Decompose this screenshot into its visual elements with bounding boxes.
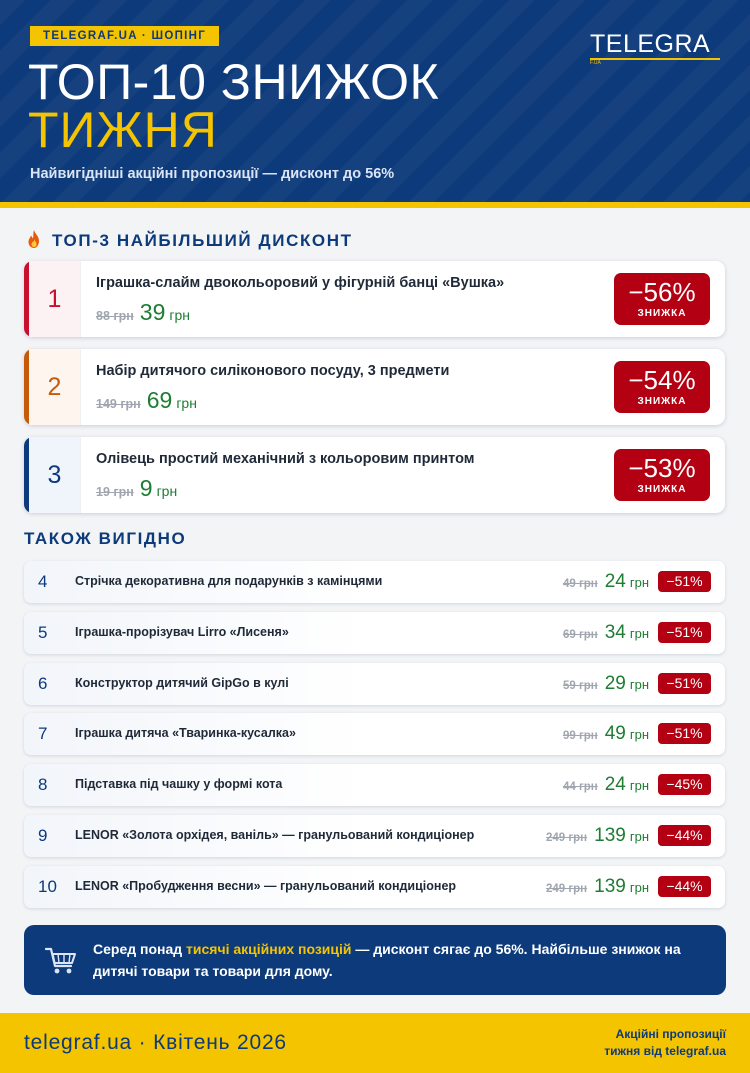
price-line xyxy=(563,612,649,656)
currency-label: грн xyxy=(169,307,190,323)
info-text-end: — дисконт сягає до 56%. Найбільше знижок на дитячі товари та товари для дому. xyxy=(93,941,681,979)
currency-label: грн xyxy=(156,483,178,499)
product-name: Іграшка дитяча «Тваринка-кусалка» xyxy=(75,726,296,740)
new-price: 49 xyxy=(604,723,626,744)
new-price: 24 xyxy=(604,774,626,795)
new-price: 139 xyxy=(594,876,626,897)
top3-section-title xyxy=(24,229,353,251)
currency-label: грн xyxy=(629,727,649,742)
discount-label: ЗНИЖКА xyxy=(637,484,687,495)
top-deal-card[interactable] xyxy=(24,349,725,425)
currency-label: грн xyxy=(629,778,649,793)
product-name: Набір дитячого силіконового посуду, 3 предмети xyxy=(96,363,450,379)
footer-site-date[interactable]: telegraf.ua · Квітень 2026 xyxy=(24,1031,287,1054)
rank-number: 4 xyxy=(38,572,48,591)
deal-row[interactable] xyxy=(24,612,725,654)
discount-label: ЗНИЖКА xyxy=(637,308,687,319)
product-name: Іграшка-прорізувач Lirro «Лисеня» xyxy=(75,625,289,639)
shopping-cart-icon xyxy=(44,943,78,977)
price-line xyxy=(563,713,649,757)
rank-number: 10 xyxy=(38,877,57,896)
logo-text: TELEGRA xyxy=(590,30,711,58)
header-banner xyxy=(0,0,750,208)
product-name: Іграшка-слайм двокольоровий у фігурній банці «Вушка» xyxy=(96,275,505,291)
product-name: Підставка під чашку у формі кота xyxy=(75,777,283,791)
old-price: 249 грн xyxy=(545,832,588,844)
currency-label: грн xyxy=(629,880,649,895)
discount-badge: −51% xyxy=(658,622,711,643)
rank-number: 1 xyxy=(29,261,81,337)
top-deal-card[interactable] xyxy=(24,261,725,337)
discount-value: −54% xyxy=(628,365,696,395)
product-name: LENOR «Пробудження весни» — гранульований кондиціонер xyxy=(75,879,457,893)
old-price: 44 грн xyxy=(562,781,598,793)
rank-number: 3 xyxy=(29,437,81,513)
new-price: 9 xyxy=(139,475,153,501)
footer-caption-line1: Акційні пропозиції xyxy=(615,1027,726,1041)
price-line xyxy=(96,299,190,326)
discount-badge xyxy=(614,361,710,413)
currency-label: грн xyxy=(629,829,649,844)
rank-number: 9 xyxy=(38,826,48,845)
new-price: 139 xyxy=(594,825,626,846)
product-name: Конструктор дитячий GipGo в кулі xyxy=(75,676,289,690)
rank-number: 5 xyxy=(38,623,48,642)
deal-row[interactable] xyxy=(24,561,725,603)
page-title-line1: ТОП-10 ЗНИЖОК xyxy=(28,54,440,110)
product-name: Олівець простий механічний з кольоровим принтом xyxy=(96,451,475,467)
rank-number: 2 xyxy=(29,349,81,425)
discount-badge: −44% xyxy=(658,876,711,897)
discount-badge: −51% xyxy=(658,571,711,592)
info-text xyxy=(93,938,703,982)
page-subtitle: Найвигідніші акційні пропозиції — дисконт до 56% xyxy=(30,166,395,182)
old-price: 249 грн xyxy=(545,883,588,895)
price-line xyxy=(563,764,649,808)
old-price: 59 грн xyxy=(562,680,598,692)
top3-section-label: ТОП-3 НАЙБІЛЬШИЙ ДИСКОНТ xyxy=(52,231,353,250)
price-line xyxy=(563,561,649,605)
discount-badge xyxy=(614,449,710,501)
category-tag: TELEGRAF.UA · ШОПІНГ xyxy=(30,26,219,46)
new-price: 39 xyxy=(139,299,166,325)
new-price: 24 xyxy=(604,571,626,592)
info-text-highlight: тисячі акційних позицій xyxy=(186,941,352,957)
footer xyxy=(0,1013,750,1073)
price-line xyxy=(546,866,649,910)
currency-label: грн xyxy=(629,677,649,692)
info-callout xyxy=(24,925,726,995)
old-price: 69 грн xyxy=(562,629,598,641)
old-price: 99 грн xyxy=(562,730,598,742)
fire-icon xyxy=(24,229,44,249)
discount-badge: −51% xyxy=(658,723,711,744)
price-line xyxy=(563,663,649,707)
old-price: 149 грн xyxy=(96,397,141,411)
discount-value: −53% xyxy=(628,453,696,483)
discount-label: ЗНИЖКА xyxy=(637,396,687,407)
new-price: 29 xyxy=(604,673,626,694)
currency-label: грн xyxy=(629,626,649,641)
discount-badge xyxy=(614,273,710,325)
product-name: LENOR «Золота орхідея, ваніль» — гранульований кондиціонер xyxy=(75,828,475,842)
footer-caption xyxy=(604,1026,726,1060)
deal-row[interactable] xyxy=(24,815,725,857)
price-line xyxy=(546,815,649,859)
old-price: 49 грн xyxy=(562,578,598,590)
top-deal-card[interactable] xyxy=(24,437,725,513)
deal-row[interactable] xyxy=(24,663,725,705)
old-price: 19 грн xyxy=(96,485,134,499)
deal-row[interactable] xyxy=(24,866,725,908)
logo-subtext: F.UA xyxy=(590,60,601,66)
rank-number: 6 xyxy=(38,674,48,693)
discount-badge: −44% xyxy=(658,825,711,846)
discount-badge: −51% xyxy=(658,673,711,694)
price-line xyxy=(96,475,177,502)
rank-number: 7 xyxy=(38,724,48,743)
footer-caption-line2: тижня від telegraf.ua xyxy=(604,1044,726,1058)
info-text-start: Серед понад xyxy=(93,941,187,957)
telegraf-logo[interactable] xyxy=(590,30,720,66)
deal-row[interactable] xyxy=(24,713,725,755)
rank-number: 8 xyxy=(38,775,48,794)
new-price: 34 xyxy=(604,622,626,643)
product-name: Стрічка декоративна для подарунків з камінцями xyxy=(75,574,383,588)
discount-badge: −45% xyxy=(658,774,711,795)
currency-label: грн xyxy=(629,575,649,590)
page-title-line2: ТИЖНЯ xyxy=(28,102,218,158)
old-price: 88 грн xyxy=(96,309,134,323)
deal-row[interactable] xyxy=(24,764,725,806)
currency-label: грн xyxy=(176,395,197,411)
discount-value: −56% xyxy=(628,277,696,307)
price-line xyxy=(96,387,197,414)
also-section-title: ТАКОЖ ВИГІДНО xyxy=(24,529,187,548)
new-price: 69 xyxy=(146,387,173,413)
